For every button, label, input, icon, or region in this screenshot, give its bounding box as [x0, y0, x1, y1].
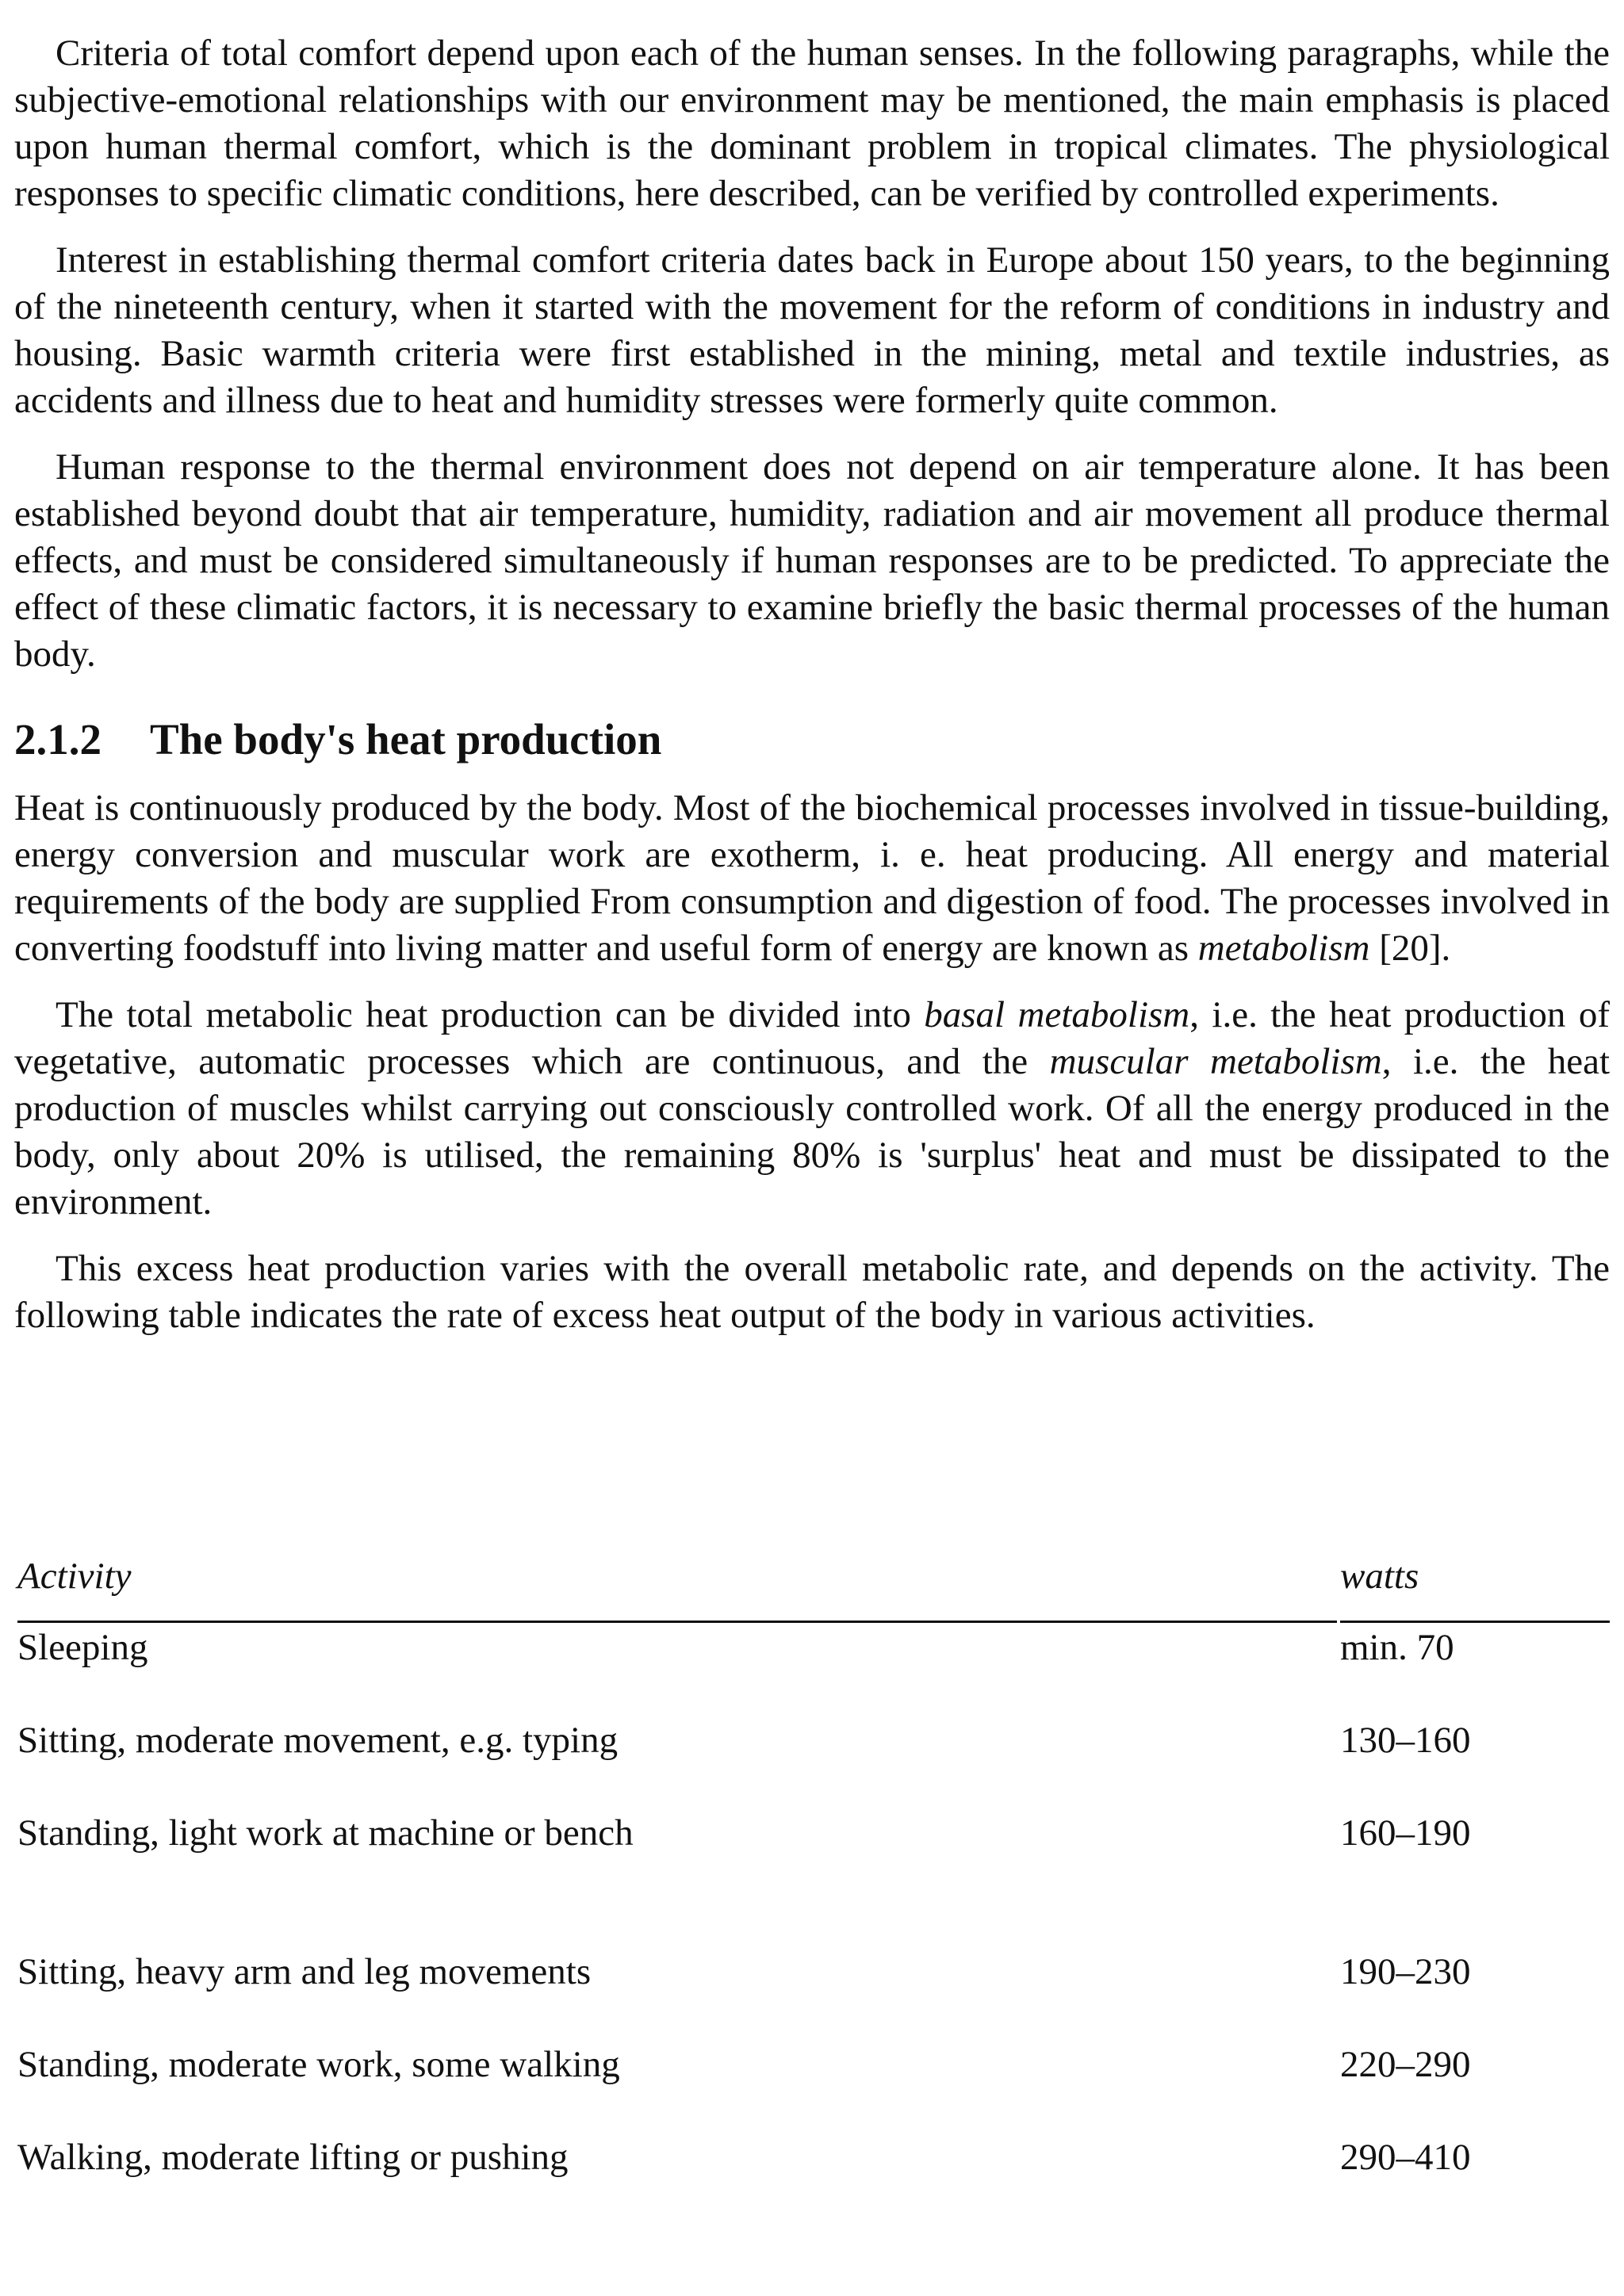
- table-row: [17, 1811, 1610, 1950]
- cell-watts: 160–190: [1340, 1812, 1471, 1854]
- paragraph-metabolic-division: [14, 992, 1610, 1226]
- header-watts: watts: [1340, 1556, 1419, 1597]
- italic-term-metabolism: metabolism: [1197, 928, 1370, 969]
- section-title: The body's heat production: [150, 715, 662, 763]
- paragraph-history: [14, 237, 1610, 424]
- italic-term-basal-metabolism: basal metabolism: [924, 994, 1190, 1035]
- paragraph-heat-production: [14, 785, 1610, 972]
- table-row: [17, 2042, 1610, 2135]
- paragraph-thermal-response: [14, 444, 1610, 678]
- paragraph-text: Heat is continuously produced by the body. Most of the biochemical processes involved in tissue-building, energy conversion and muscular work are exotherm, i. e. heat producing. All energy and material requirements of the body are supplied From consumption and digestion of food. The processes involved in converting foodstuff into living matter and useful form of energy are known as: [14, 787, 1610, 969]
- table-row: [17, 1950, 1610, 2042]
- activity-heat-table: [17, 1554, 1610, 2228]
- cell-watts: 190–230: [1340, 1951, 1471, 1992]
- paragraph-text: , i.e. the heat production of muscles whilst carrying out consciously controlled work. Of all the energy produced in the body, only about 20% is utilised, the remaining 80% is 'surplus' heat and must be dissipated to the environment.: [14, 1041, 1610, 1223]
- header-rule-activity: [17, 1621, 1337, 1623]
- table-row: [17, 2135, 1610, 2228]
- paragraph-text: Human response to the thermal environment does not depend on air temperature alone. It has been established beyond doubt that air temperature, humidity, radiation and air movement all produce thermal effects, and must be considered simultaneously if human responses are to be predicted. To appreciate the effect of these climatic factors, it is necessary to examine briefly the basic thermal processes of the human body.: [14, 446, 1610, 675]
- section-number: 2.1.2: [14, 715, 102, 763]
- paragraph-text: , i.e. the heat production of vegetative, automatic processes which are continuous, and the: [14, 994, 1610, 1082]
- section-paragraphs: [14, 785, 1610, 1339]
- paragraph-excess-heat: [14, 1246, 1610, 1339]
- table-row: [17, 1625, 1610, 1718]
- table-row: [17, 1718, 1610, 1811]
- cell-activity: Standing, light work at machine or bench: [17, 1812, 634, 1854]
- cell-activity: Sitting, heavy arm and leg movements: [17, 1951, 592, 1992]
- paragraph-text: [20].: [1369, 928, 1451, 969]
- section-heading: [14, 714, 1610, 766]
- cell-watts: min. 70: [1340, 1627, 1454, 1668]
- paragraph-text: This excess heat production varies with the overall metabolic rate, and depends on the activity. The following table indicates the rate of excess heat output of the body in various activities.: [14, 1248, 1610, 1336]
- paragraph-comfort-criteria: [14, 30, 1610, 217]
- paragraph-text: Interest in establishing thermal comfort criteria dates back in Europe about 150 years, to the beginning of the nineteenth century, when it started with the movement for the reform of conditions in industry and housing. Basic warmth criteria were first established in the mining, metal and textile industries, as accidents and illness due to heat and humidity stresses were formerly quite common.: [14, 239, 1610, 421]
- intro-paragraphs: [14, 30, 1610, 678]
- italic-term-muscular-metabolism: muscular metabolism: [1049, 1041, 1382, 1082]
- cell-watts: 220–290: [1340, 2044, 1471, 2085]
- cell-activity: Standing, moderate work, some walking: [17, 2044, 620, 2085]
- cell-activity: Walking, moderate lifting or pushing: [17, 2137, 569, 2178]
- table-header: [17, 1554, 1610, 1625]
- cell-activity: Sitting, moderate movement, e.g. typing: [17, 1720, 619, 1761]
- document-body: [14, 30, 1610, 1359]
- cell-watts: 290–410: [1340, 2137, 1471, 2178]
- paragraph-text: The total metabolic heat production can be divided into: [56, 994, 925, 1035]
- cell-watts: 130–160: [1340, 1720, 1471, 1761]
- cell-activity: Sleeping: [17, 1627, 148, 1668]
- header-activity: Activity: [17, 1556, 132, 1597]
- paragraph-text: Criteria of total comfort depend upon each of the human senses. In the following paragraphs, while the subjective-emotional relationships with our environment may be mentioned, the main emphasis is placed upon human thermal comfort, which is the dominant problem in tropical climates. The physiological responses to specific climatic conditions, here described, can be verified by controlled experiments.: [14, 33, 1610, 214]
- header-rule-watts: [1340, 1621, 1610, 1623]
